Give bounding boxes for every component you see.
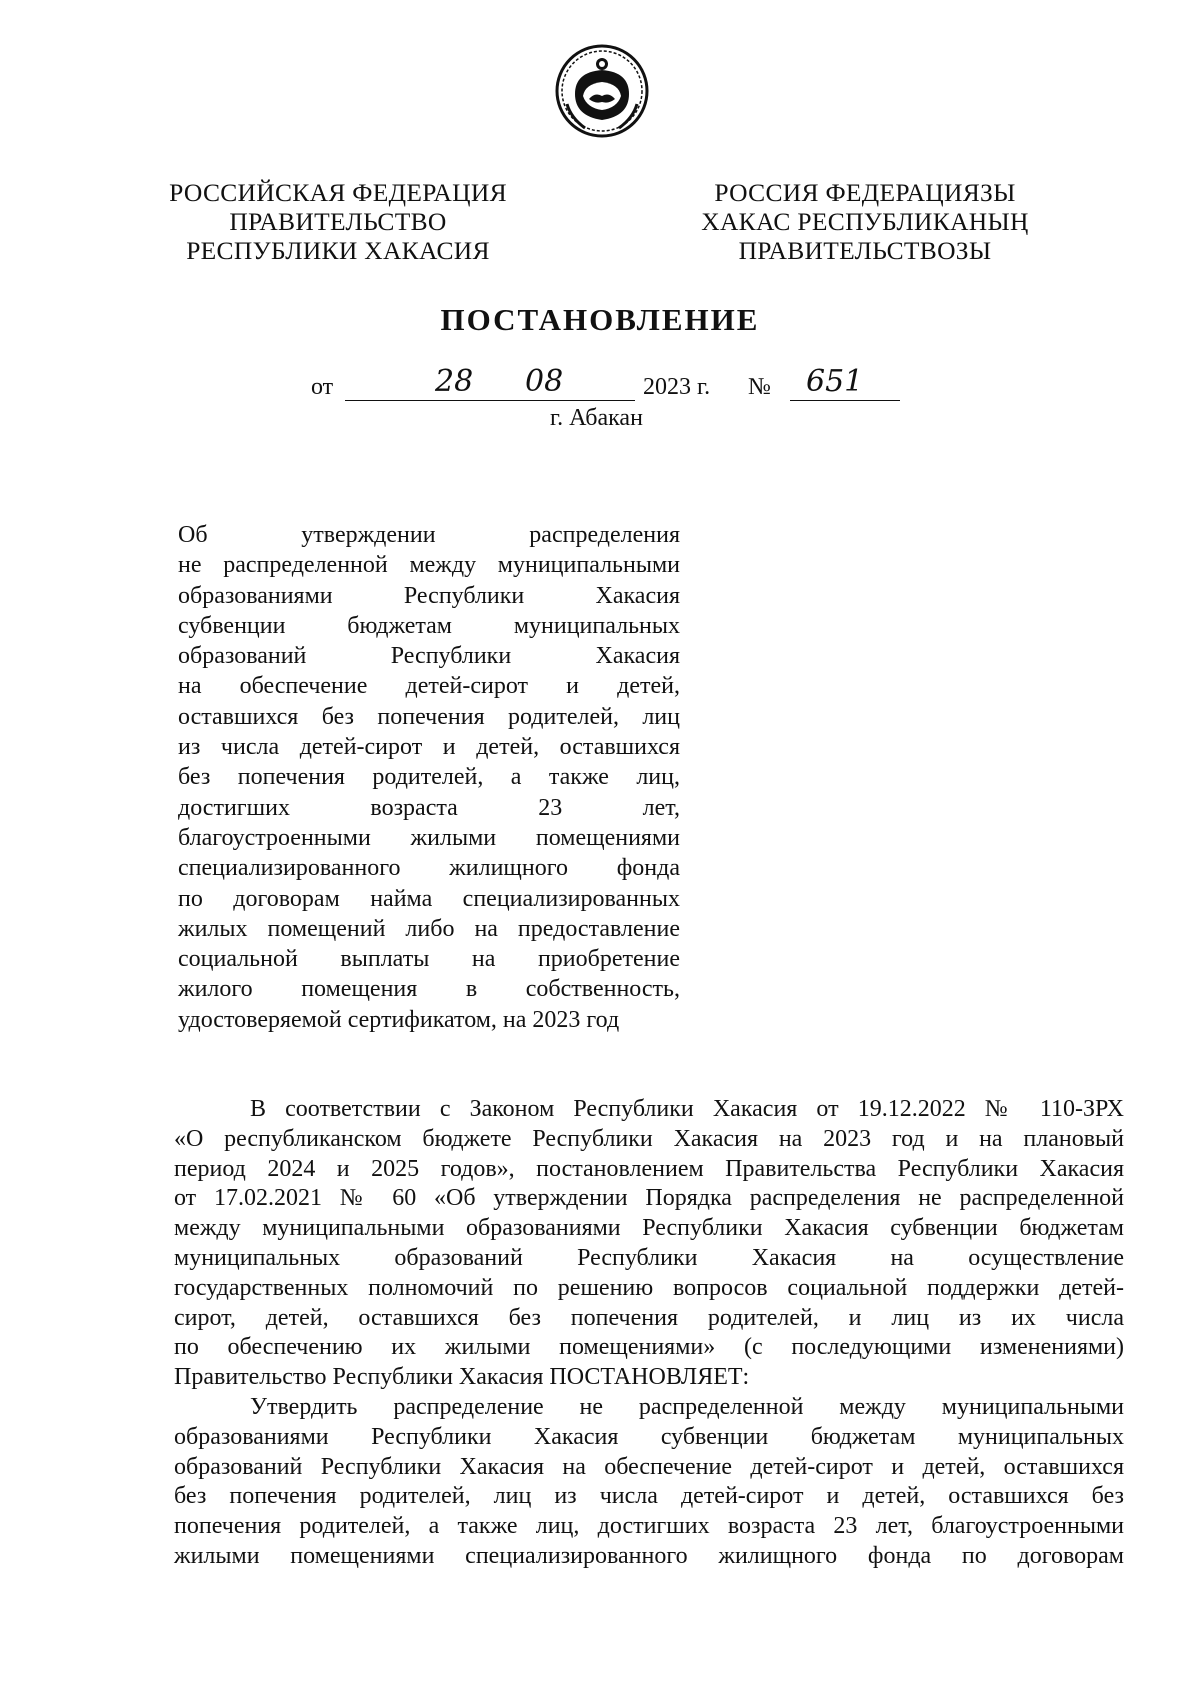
- date-blank: [345, 364, 635, 401]
- subject-line: по договорам найма специализированных: [178, 885, 680, 912]
- subject-line: на обеспечение детей-сирот и детей,: [178, 673, 680, 700]
- subject-line: достигших возраста 23 лет,: [178, 794, 680, 821]
- header-left: [168, 178, 508, 265]
- date-month-handwritten: 08: [525, 364, 564, 399]
- date-day-handwritten: 28: [435, 364, 474, 399]
- subject-line: жилых помещений либо на предоставление: [178, 915, 680, 942]
- subject-line: без попечения родителей, а также лиц,: [178, 764, 680, 791]
- body-line: без попечения родителей, лиц из числа детей-сирот и детей, оставшихся без: [174, 1483, 1124, 1510]
- body-line: Правительство Республики Хакасия ПОСТАНОВЛЯЕТ:: [174, 1364, 750, 1391]
- subject-line: субвенции бюджетам муниципальных: [178, 612, 680, 639]
- subject-line: оставшихся без попечения родителей, лиц: [178, 703, 680, 730]
- header-right-line: ПРАВИТЕЛЬСТВОЗЫ: [738, 236, 992, 265]
- document-type-title: ПОСТАНОВЛЕНИЕ: [440, 302, 760, 337]
- date-year: 2023 г.: [643, 374, 711, 400]
- subject-line: образованиями Республики Хакасия: [178, 582, 680, 609]
- header-left-line: РОССИЙСКАЯ ФЕДЕРАЦИЯ: [169, 178, 507, 207]
- document-subject: [178, 520, 680, 1035]
- number-blank: [790, 364, 900, 401]
- number-label: №: [748, 374, 771, 400]
- header-right: [690, 178, 1040, 265]
- subject-line: из числа детей-сирот и детей, оставшихся: [178, 734, 680, 761]
- body-line: муниципальных образований Республики Хакасия на осуществление: [174, 1244, 1124, 1271]
- body-line: В соответствии с Законом Республики Хакасия от 19.12.2022 № 110-ЗРХ: [250, 1096, 1124, 1122]
- subject-line: удостоверяемой сертификатом, на 2023 год: [178, 1006, 620, 1033]
- header-left-line: ПРАВИТЕЛЬСТВО: [229, 207, 447, 236]
- subject-line: социальной выплаты на приобретение: [178, 946, 680, 973]
- header-left-line: РЕСПУБЛИКИ ХАКАСИЯ: [186, 236, 490, 265]
- date-line: [0, 364, 1200, 408]
- document-number-handwritten: 651: [806, 364, 864, 399]
- city: г. Абакан: [550, 405, 643, 431]
- coat-of-arms-icon: [555, 44, 649, 138]
- body-line: образований Республики Хакасия на обеспечение детей-сирот и детей, оставшихся: [174, 1453, 1124, 1480]
- subject-line: благоустроенными жилыми помещениями: [178, 824, 680, 851]
- subject-line: жилого помещения в собственность,: [178, 976, 680, 1003]
- body-line: от 17.02.2021 № 60 «Об утверждении Порядка распределения не распределенной: [174, 1185, 1124, 1212]
- document-body: [174, 1095, 1124, 1572]
- body-line: между муниципальными образованиями Республики Хакасия субвенции бюджетам: [174, 1215, 1124, 1242]
- body-line: государственных полномочий по решению вопросов социальной поддержки детей-: [174, 1274, 1124, 1301]
- subject-line: специализированного жилищного фонда: [178, 855, 680, 882]
- subject-line: не распределенной между муниципальными: [178, 552, 680, 579]
- body-line: сирот, детей, оставшихся без попечения родителей, и лиц из их числа: [174, 1304, 1124, 1331]
- subject-line: образований Республики Хакасия: [178, 643, 680, 670]
- header-right-line: ХАКАС РЕСПУБЛИКАНЫҢ: [701, 207, 1029, 236]
- date-prefix: от: [311, 374, 334, 400]
- body-line: период 2024 и 2025 годов», постановлением Правительства Республики Хакасия: [174, 1155, 1124, 1182]
- body-line: образованиями Республики Хакасия субвенции бюджетам муниципальных: [174, 1423, 1124, 1450]
- body-line: «О республиканском бюджете Республики Хакасия на 2023 год и на плановый: [174, 1125, 1124, 1152]
- body-line: по обеспечению их жилыми помещениями» (с последующими изменениями): [174, 1334, 1124, 1361]
- body-line: попечения родителей, а также лиц, достигших возраста 23 лет, благоустроенными: [174, 1513, 1124, 1540]
- body-line: жилыми помещениями специализированного жилищного фонда по договорам: [174, 1542, 1124, 1569]
- body-line: Утвердить распределение не распределенной между муниципальными: [250, 1393, 1124, 1420]
- subject-line: Об утверждении распределения: [178, 522, 680, 548]
- header-right-line: РОССИЯ ФЕДЕРАЦИЯЗЫ: [714, 178, 1016, 207]
